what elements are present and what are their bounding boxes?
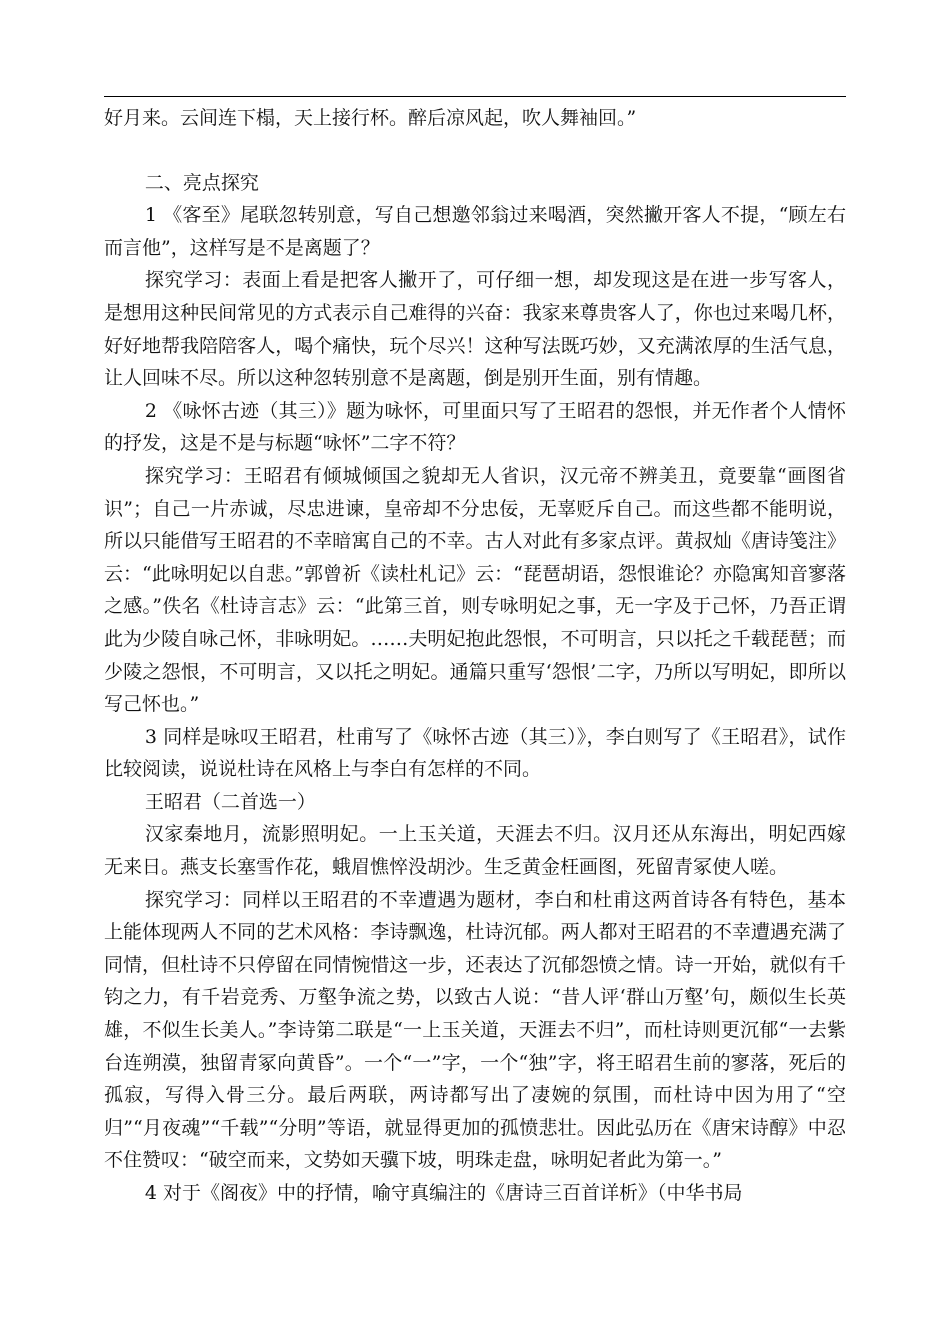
section-heading: 二、亮点探究 <box>144 171 259 194</box>
header-rule <box>104 96 846 97</box>
question-4: 4 对于《阁夜》中的抒情，喻守真编注的《唐诗三百首详析》（中华书局 <box>144 1182 743 1204</box>
question-3: 3 同样是咏叹王昭君，杜甫写了《咏怀古迹（其三）》，李白则写了《王昭君》，试作比较阅读，说说杜诗在风格上与李白有怎样的不同。 <box>104 725 846 781</box>
poem-title: 王昭君（二首选一） <box>144 790 316 813</box>
question-2: 2 《咏怀古迹（其三）》题为咏怀，可里面只写了王昭君的怨恨，并无作者个人情怀的抒发，这是不是与标题“咏怀”二字不符？ <box>104 399 846 455</box>
paragraph-gap <box>104 135 846 167</box>
document-body <box>104 102 846 1210</box>
answer-2: 探究学习：王昭君有倾城倾国之貌却无人省识，汉元帝不辨美丑，竟要靠“画图省识”；自己一片赤诚，尽忠进谏，皇帝却不分忠佞，无辜贬斥自己。而这些都不能明说，所以只能借写王昭君的不幸暗寓自己的不幸。古人对此有多家点评。黄叔灿《唐诗笺注》云：“此咏明妃以自悲。”郭曾祈《读杜札记》云：“琵琶胡语，怨恨谁论？亦隐寓知音寥落之感。”佚名《杜诗言志》云：“此第三首，则专咏明妃之事，无一字及于己怀，乃吾正谓此为少陵自咏己怀，非咏明妃。……夫明妃抱此怨恨，不可明言，只以托之千载琵琶；而少陵之怨恨，不可明言，又以托之明妃。通篇只重写‘怨恨’二字，乃所以写明妃，即所以写己怀也。” <box>104 464 846 716</box>
answer-3: 探究学习：同样以王昭君的不幸遭遇为题材，李白和杜甫这两首诗各有特色，基本上能体现两人不同的艺术风格：李诗飘逸，杜诗沉郁。两人都对王昭君的不幸遭遇充满了同情，但杜诗不只停留在同情惋惜这一步，还表达了沉郁怨愤之情。诗一开始，就似有千钧之力，有千岩竞秀、万壑争流之势，以致古人说：“昔人评‘群山万壑’句，颇似生长英雄，不似生长美人。”李诗第二联是“一上玉关道，天涯去不归”，而杜诗则更沉郁“一去紫台连朔漠，独留青冢向黄昏”。一个“一”字，一个“独”字，将王昭君生前的寥落，死后的孤寂，写得入骨三分。最后两联，两诗都写出了凄婉的氛围，而杜诗中因为用了“空归”“月夜魂”“千载”“分明”等语，就显得更加的孤愤悲壮。因此弘历在《唐宋诗醇》中忍不住赞叹：“破空而来，文势如天骥下坡，明珠走盘，咏明妃者此为第一。” <box>104 888 846 1172</box>
paragraph-continuation: 好月来。云间连下榻，天上接行杯。醉后凉风起，吹人舞袖回。” <box>104 107 637 129</box>
question-1: 1 《客至》尾联忽转别意，写自己想邀邻翁过来喝酒，突然撇开客人不提，“顾左右而言他”，这样写是不是离题了？ <box>104 204 846 259</box>
answer-1: 探究学习：表面上看是把客人撇开了，可仔细一想，却发现这是在进一步写客人，是想用这种民间常见的方式表示自己难得的兴奋：我家来尊贵客人了，你也过来喝几杯，好好地帮我陪陪客人，喝个痛快，玩个尽兴！这种写法既巧妙，又充满浓厚的生活气息，让人回味不尽。所以这种忽转别意不是离题，倒是别开生面，别有情趣。 <box>104 269 846 390</box>
poem-text: 汉家秦地月，流影照明妃。一上玉关道，天涯去不归。汉月还从东海出，明妃西嫁无来日。燕支长塞雪作花，蛾眉憔悴没胡沙。生乏黄金枉画图，死留青冢使人嗟。 <box>104 823 846 879</box>
